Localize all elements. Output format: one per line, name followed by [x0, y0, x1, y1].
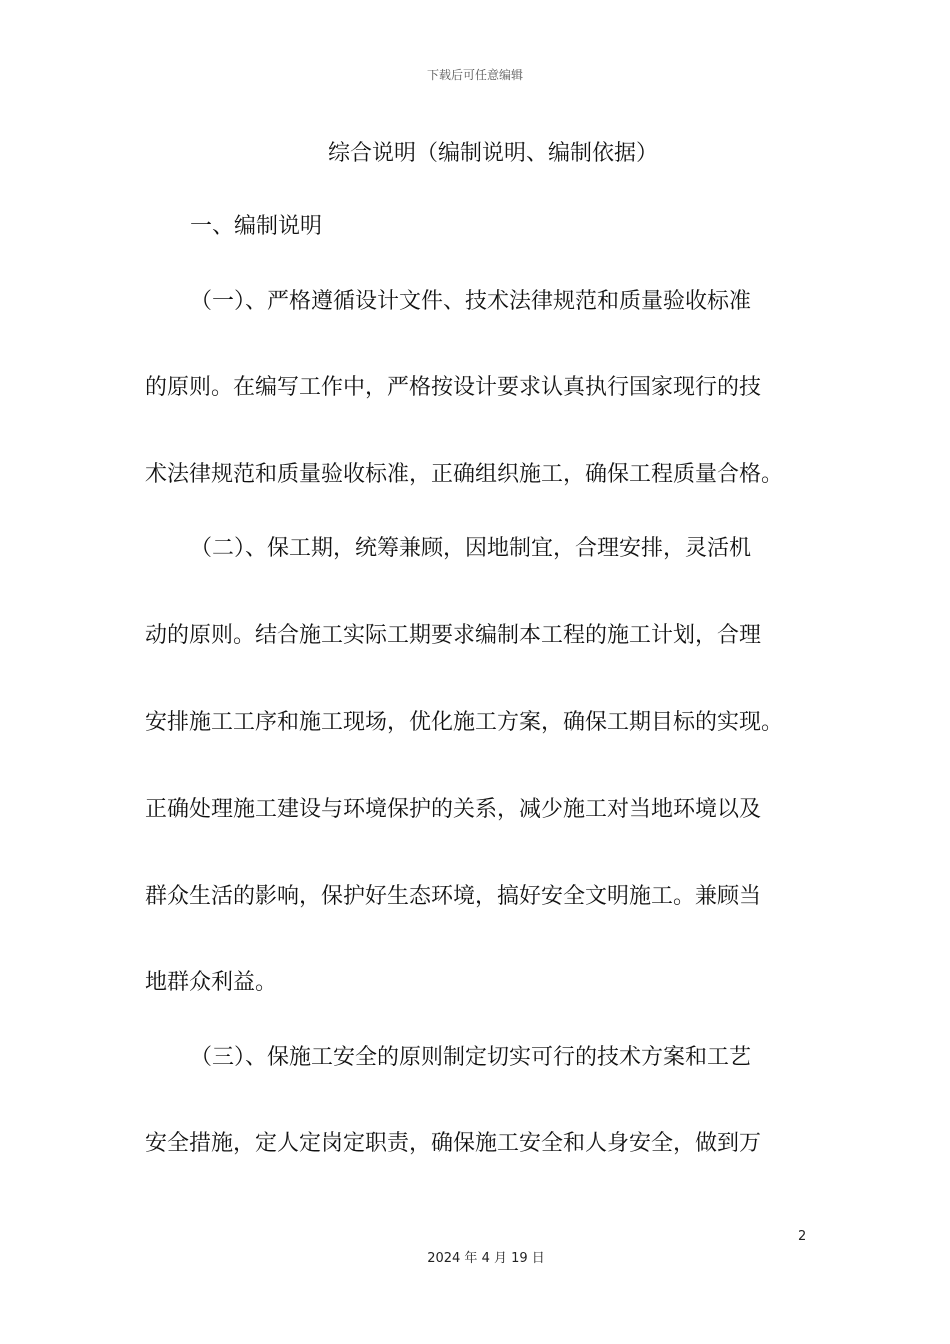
body-line-6: 安排施工工序和施工现场，优化施工方案，确保工期目标的实现。 — [145, 710, 784, 735]
body-line-1: （一）、严格遵循设计文件、技术法律规范和质量验收标准 — [190, 289, 752, 314]
page-number: 2 — [798, 1229, 807, 1244]
body-line-8: 群众生活的影响，保护好生态环境，搞好安全文明施工。兼顾当 — [145, 884, 762, 909]
body-line-7: 正确处理施工建设与环境保护的关系，减少施工对当地环境以及 — [145, 797, 762, 822]
document-title: 综合说明（编制说明、编制依据） — [327, 141, 658, 166]
body-line-2: 的原则。在编写工作中，严格按设计要求认真执行国家现行的技 — [145, 375, 762, 400]
body-line-9: 地群众利益。 — [145, 970, 278, 995]
body-line-11: 安全措施，定人定岗定职责，确保施工安全和人身安全，做到万 — [145, 1131, 762, 1156]
section-heading: 一、编制说明 — [190, 214, 323, 239]
body-line-5: 动的原则。结合施工实际工期要求编制本工程的施工计划，合理 — [145, 623, 762, 648]
footer-date: 2024 年 4 月 19 日 — [427, 1251, 545, 1266]
body-line-4: （二）、保工期，统筹兼顾，因地制宜，合理安排，灵活机 — [190, 536, 752, 561]
header-note: 下载后可任意编辑 — [426, 68, 523, 82]
body-line-10: （三）、保施工安全的原则制定切实可行的技术方案和工艺 — [190, 1045, 752, 1070]
body-line-3: 术法律规范和质量验收标准，正确组织施工，确保工程质量合格。 — [145, 462, 784, 487]
